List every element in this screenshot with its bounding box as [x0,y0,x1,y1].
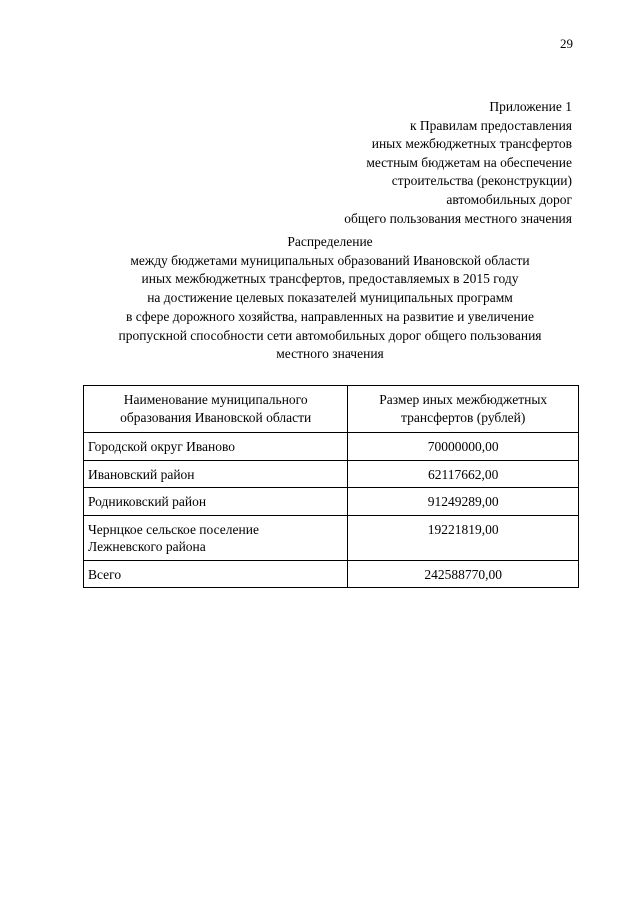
table-total-row [84,560,579,588]
amount-cell: 19221819,00 [348,515,579,560]
appendix-line: автомобильных дорог [446,191,572,207]
table-row [84,433,579,461]
table-row [84,460,579,488]
title-line: пропускной способности сети автомобильных дорог общего пользования [118,327,542,343]
total-label: Всего [88,566,122,582]
municipality-cell [84,433,348,461]
appendix-line: общего пользования местного значения [344,210,572,226]
title-line: местного значения [276,346,384,362]
title-line: на достижение целевых показателей муниципальных программ [147,290,513,306]
municipality-cell [84,488,348,516]
municipality-name: Городской округ Иваново [88,439,236,454]
page-number: 29 [560,36,573,51]
column-header-name [84,386,348,433]
amount-cell: 70000000,00 [348,433,579,461]
title-line: иных межбюджетных трансфертов, предоставляемых в 2015 году [141,271,519,287]
title-line: Распределение [287,234,373,249]
municipality-name: Чернцкое сельское поселение [88,521,259,537]
title-line: между бюджетами муниципальных образований Ивановской области [130,252,530,268]
table-header-row [84,386,579,433]
municipality-name: Лежневского района [88,539,206,554]
transfers-table [83,385,579,588]
amount-cell: 91249289,00 [348,488,579,516]
column-header-amount [348,386,579,433]
appendix-line: к Правилам предоставления [409,117,572,133]
appendix-header [344,98,572,228]
municipality-name: Родниковский район [88,494,207,509]
municipality-name: Ивановский район [88,466,195,482]
header-text: трансфертов (рублей) [401,409,526,425]
header-text: образования Ивановской области [120,409,312,425]
appendix-line: местным бюджетам на обеспечение [366,154,572,170]
table-row [84,515,579,560]
amount-cell: 62117662,00 [348,460,579,488]
total-amount-cell: 242588770,00 [348,560,579,588]
document-title [0,233,640,364]
header-text: Размер иных межбюджетных [379,392,548,407]
appendix-line: иных межбюджетных трансфертов [371,136,572,152]
appendix-line: Приложение 1 [489,99,572,114]
appendix-line: строительства (реконструкции) [391,173,572,189]
municipality-cell [84,515,348,560]
header-text: Наименование муниципального [123,392,308,407]
table-row [84,488,579,516]
municipality-cell [84,460,348,488]
total-label-cell [84,560,348,588]
title-line: в сфере дорожного хозяйства, направленных на развитие и увеличение [126,308,534,324]
